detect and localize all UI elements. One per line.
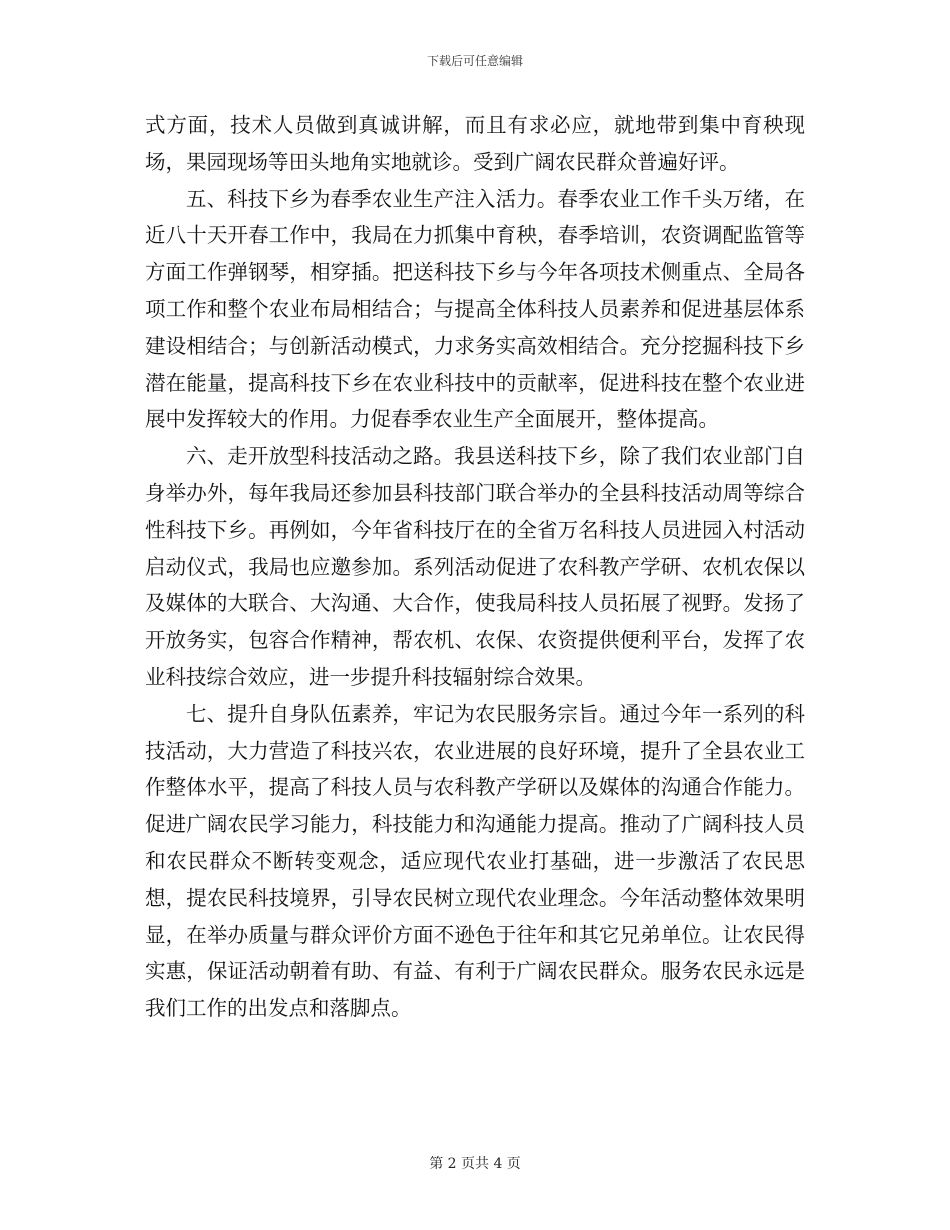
document-body bbox=[145, 107, 805, 1027]
paragraph-section-7: 七、提升自身队伍素养，牢记为农民服务宗旨。通过今年一系列的科技活动，大力营造了科技兴农，农业进展的良好环境，提升了全县农业工作整体水平，提高了科技人员与农科教产学研以及媒体的沟通合作能力。促进广阔农民学习能力，科技能力和沟通能力提高。推动了广阔科技人员和农民群众不断转变观念，适应现代农业打基础，进一步激活了农民思想，提农民科技境界，引导农民树立现代农业理念。今年活动整体效果明显，在举办质量与群众评价方面不逊色于往年和其它兄弟单位。让农民得实惠，保证活动朝着有助、有益、有利于广阔农民群众。服务农民永远是我们工作的出发点和落脚点。 bbox=[145, 701, 805, 1021]
paragraph-section-5: 五、科技下乡为春季农业生产注入活力。春季农业工作千头万绪，在近八十天开春工作中，我局在力抓集中育秧，春季培训，农资调配监管等方面工作弹钢琴，相穿插。把送科技下乡与今年各项技术侧重点、全局各项工作和整个农业布局相结合；与提高全体科技人员素养和促进基层体系建设相结合；与创新活动模式，力求务实高效相结合。充分挖掘科技下乡潜在能量，提高科技下乡在农业科技中的贡献率，促进科技在整个农业进展中发挥较大的作用。力促春季农业生产全面展开，整体提高。 bbox=[145, 186, 805, 432]
page-number-footer: 第 2 页共 4 页 bbox=[429, 1156, 521, 1172]
paragraph-section-6: 六、走开放型科技活动之路。我县送科技下乡，除了我们农业部门自身举办外，每年我局还参加县科技部门联合举办的全县科技活动周等综合性科技下乡。再例如，今年省科技厅在的全省万名科技人员进园入村活动启动仪式，我局也应邀参加。系列活动促进了农科教产学研、农机农保以及媒体的大联合、大沟通、大合作，使我局科技人员拓展了视野。发扬了开放务实，包容合作精神，帮农机、农保、农资提供便利平台，发挥了农业科技综合效应，进一步提升科技辐射综合效果。 bbox=[145, 444, 805, 689]
page-header: 下载后可任意编辑 bbox=[426, 54, 523, 68]
paragraph-continuation: 式方面，技术人员做到真诚讲解，而且有求必应，就地带到集中育秧现场，果园现场等田头地角实地就诊。受到广阔农民群众普遍好评。 bbox=[145, 113, 805, 174]
